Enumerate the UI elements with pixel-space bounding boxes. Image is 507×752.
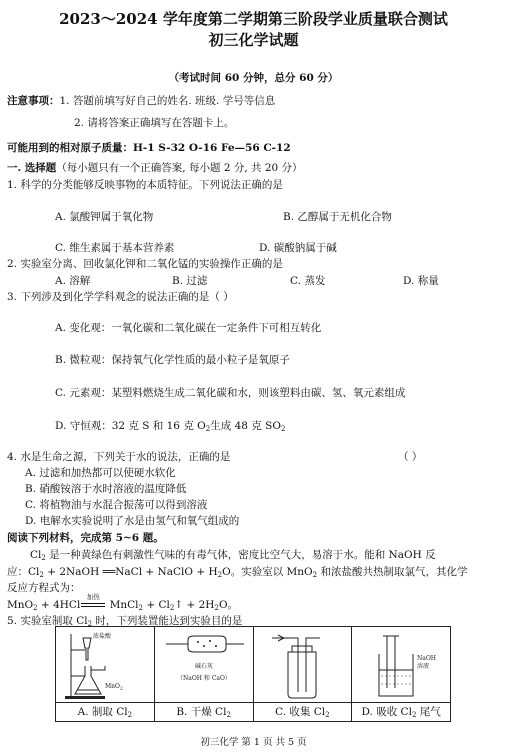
exam-time-info: （考试时间 60 分钟，总分 60 分）: [168, 72, 339, 84]
question-4-option-c: C. 将植物油与水混合振荡可以得到溶液: [25, 499, 208, 511]
caption-a-text: A. 制取 Cl: [77, 706, 128, 718]
question-4-option-a: A. 过滤和加热都可以使硬水软化: [25, 467, 176, 479]
apparatus-a-label-mno2: MnO: [104, 683, 120, 690]
question-1-stem: 1. 科学的分类能够反映事物的本质特征。下列说法正确的是: [7, 179, 283, 191]
caption-d-post: 尾气: [416, 706, 441, 718]
apparatus-table: [55, 626, 451, 722]
notes-label: 注意事项：: [7, 95, 60, 107]
reading-cl: Cl: [30, 549, 42, 561]
reading-text-2b: + 2NaOH ══NaCl + NaClO + H: [43, 566, 218, 578]
question-1-option-d: D. 碳酸钠属于碱: [259, 242, 337, 254]
caption-c-text: C. 收集 Cl: [275, 706, 326, 718]
question-3-option-b: B. 微粒观：保持氧气化学性质的最小粒子是氧原子: [55, 354, 290, 366]
q3-d-sub-1: 2: [205, 425, 211, 433]
q3-d-text-2: 生成 48 克 SO: [210, 420, 281, 432]
atomic-masses-label: 可能用到的相对原子质量：: [7, 142, 133, 154]
eq-part: + Cl: [143, 599, 170, 611]
exam-title: 2023～2024 学年度第二学期第三阶段学业质量联合测试: [59, 10, 448, 28]
section-1-desc: （每小题只有一个正确答案, 每小题 2 分, 共 20 分）: [56, 162, 303, 174]
eq-part: O。: [218, 599, 239, 611]
reading-text-2a: 应：Cl: [7, 566, 40, 578]
caption-d-text: D. 吸收 Cl: [361, 706, 412, 718]
question-3-option-d: [55, 418, 285, 433]
apparatus-b-label-1: 碱石灰: [194, 663, 213, 670]
question-3-option-a: A. 变化观：一氧化碳和二氧化碳在一定条件下可相互转化: [55, 322, 322, 334]
drying-tube-icon: [160, 630, 248, 702]
reading-sub: 2: [312, 571, 318, 579]
eq-part: MnCl: [106, 599, 139, 611]
caption-sub: 2: [226, 711, 231, 719]
question-4-bracket: （ ）: [398, 451, 423, 463]
eq-part: MnO: [7, 599, 34, 611]
q5-text-1: 5. 实验室制取 Cl: [7, 615, 88, 627]
reaction-equation: [7, 593, 239, 612]
notes-item-1: 1. 答题前填写好自己的姓名. 班级. 学号等信息: [59, 95, 276, 107]
eq-part: ↑ + 2H: [174, 599, 215, 611]
question-2-option-b: B. 过滤: [172, 275, 208, 287]
exam-subtitle: 初三化学试题: [208, 31, 299, 49]
caption-sub: 2: [325, 711, 330, 719]
reading-line-3: 反应方程式为：: [7, 582, 81, 594]
apparatus-a-caption: [56, 702, 154, 721]
atomic-masses: [7, 140, 291, 155]
caption-sub: 2: [127, 711, 133, 719]
apparatus-b-label-2: （NaOH 和 CaO）: [176, 675, 231, 682]
reading-text-2c: O。实验室以 MnO: [222, 566, 313, 578]
q5-sub: 2: [87, 620, 93, 628]
section-1-heading: [7, 160, 303, 175]
q5-text-2: 时，下列装置能达到实验目的是: [92, 615, 243, 627]
reading-line-2: [7, 564, 467, 579]
eq-arrow: [80, 593, 106, 611]
atomic-masses-values: H-1 S-32 O-16 Fe—56 C-12: [133, 142, 291, 154]
question-4-option-b: B. 硝酸铵溶于水时溶液的温度降低: [25, 483, 187, 495]
apparatus-d-caption: [352, 702, 450, 721]
eq-sub: 2: [214, 604, 219, 612]
question-2-option-d: D. 称量: [403, 275, 439, 287]
page-footer: 初三化学 第 1 页 共 5 页: [200, 737, 307, 748]
apparatus-b: [154, 627, 253, 722]
reading-sub: 2: [217, 571, 223, 579]
notes-item-2: 2. 请将答案正确填写在答题卡上。: [74, 117, 235, 129]
eq-sub: 2: [138, 604, 144, 612]
apparatus-c: [253, 627, 352, 722]
apparatus-a: [56, 627, 155, 722]
eq-sub: 2: [169, 604, 175, 612]
eq-condition: 加热: [86, 593, 100, 601]
reading-title: 阅读下列材料，完成第 5~6 题。: [7, 532, 164, 544]
question-3-option-c: C. 元素观：某塑料燃烧生成二氧化碳和水，则该塑料由碳、氢、氧元素组成: [55, 387, 406, 399]
q3-d-sub-2: 2: [280, 425, 286, 433]
caption-b-text: B. 干燥 Cl: [176, 706, 227, 718]
caption-sub: 2: [411, 711, 417, 719]
generator-flask-icon: [61, 630, 149, 702]
eq-sub: 2: [33, 604, 38, 612]
apparatus-a-label-sub: 2: [119, 687, 123, 692]
q3-d-text-1: D. 守恒观：32 克 S 和 16 克 O: [55, 420, 206, 432]
question-1-option-c: C. 维生素属于基本营养素: [55, 242, 175, 254]
apparatus-a-label-acid: 浓盐酸: [92, 633, 111, 640]
reading-line-1: [30, 547, 436, 562]
gas-bottle-icon: [258, 630, 346, 702]
question-4-option-d: D. 电解水实验说明了水是由氢气和氧气组成的: [25, 515, 240, 527]
question-3-stem: 3. 下列涉及到化学学科观念的说法正确的是（ ）: [7, 291, 234, 303]
apparatus-d-label-2: 溶液: [417, 663, 430, 670]
beaker-icon: [357, 630, 445, 702]
eq-part: + 4HCl: [37, 599, 81, 611]
apparatus-d-label-1: NaOH: [417, 655, 437, 662]
section-1-title: 一. 选择题: [7, 162, 57, 174]
apparatus-d: [352, 627, 451, 722]
reading-sub: 2: [39, 571, 44, 579]
apparatus-c-caption: [254, 702, 352, 721]
notes-line-1: [7, 93, 275, 108]
question-1-option-b: B. 乙醇属于无机化合物: [283, 211, 392, 223]
question-1-option-a: A. 氯酸钾属于氧化物: [55, 211, 154, 223]
reading-text-2d: 和浓盐酸共热制取氯气，其化学: [317, 566, 468, 578]
question-2-stem: 2. 实验室分离、回收氯化钾和二氧化锰的实验操作正确的是: [7, 258, 283, 270]
reading-sub: 2: [41, 554, 46, 562]
apparatus-b-caption: [155, 702, 253, 721]
reading-text-1: 是一种黄绿色有刺激性气味的有毒气体，密度比空气大，易溶于水。能和 NaOH 反: [45, 549, 436, 561]
question-2-option-c: C. 蒸发: [290, 275, 326, 287]
question-2-option-a: A. 溶解: [55, 275, 91, 287]
question-4-stem: 4. 水是生命之源，下列关于水的说法，正确的是: [7, 451, 231, 463]
